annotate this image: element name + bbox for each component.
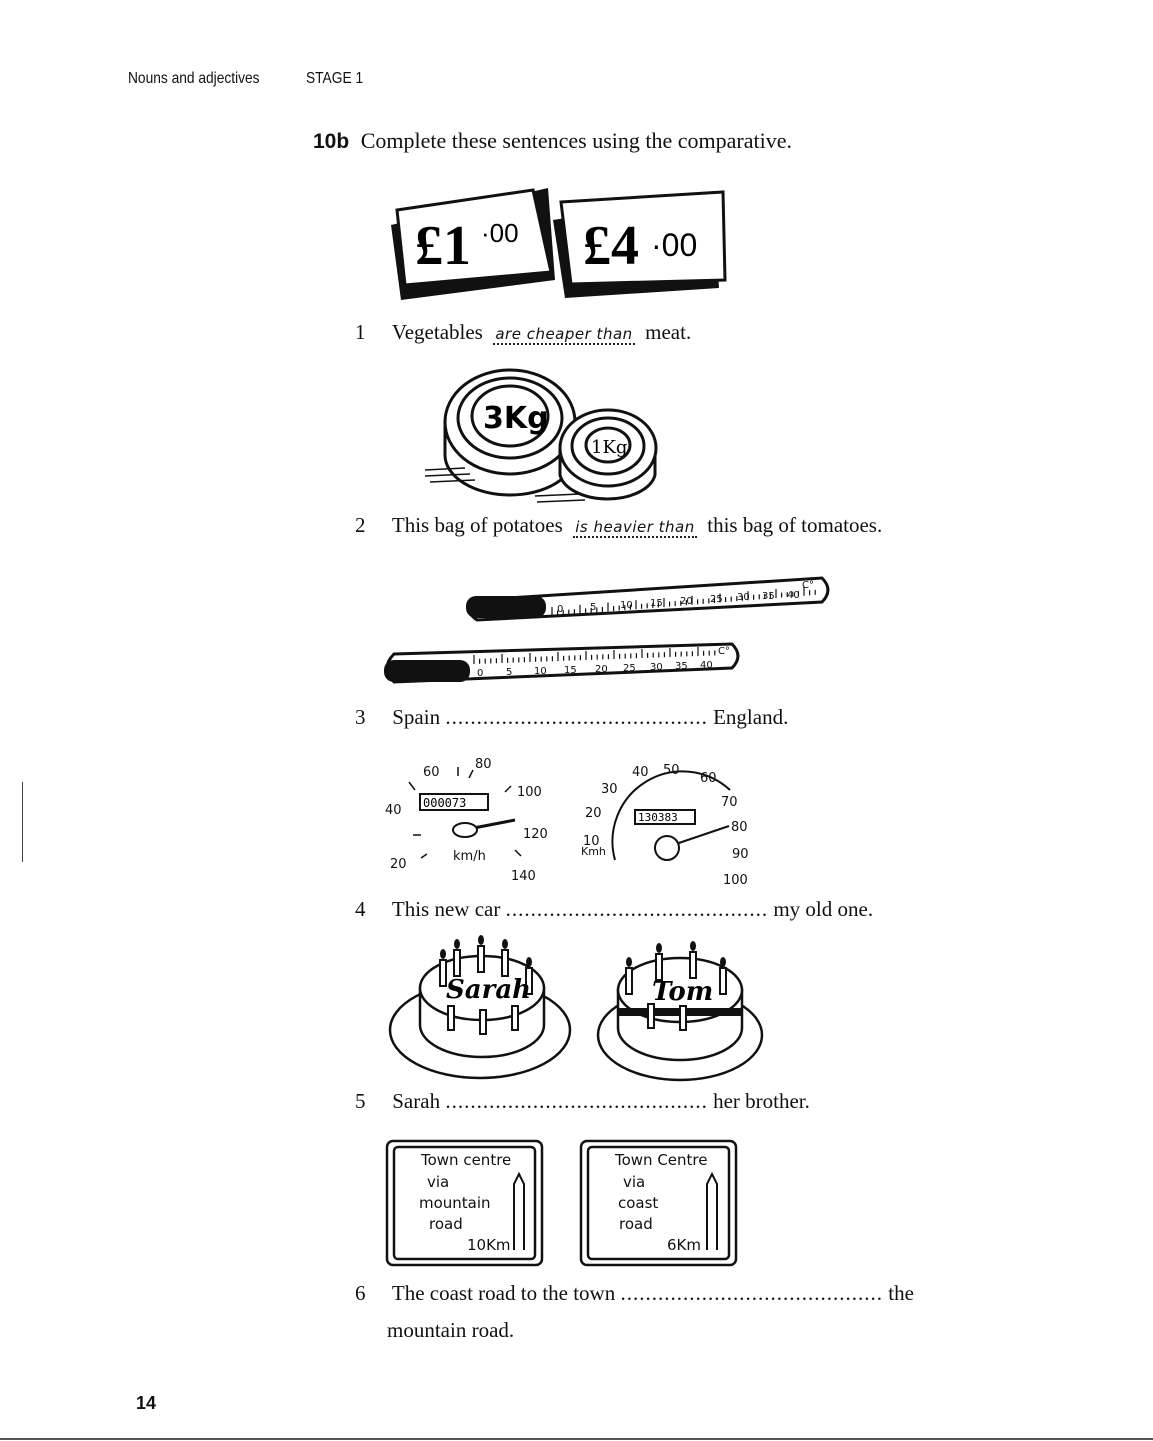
- thermo-lower-tick-25: 25: [623, 663, 636, 674]
- sign-right-line-4: road: [619, 1215, 653, 1233]
- price-tags-illustration: [383, 180, 728, 305]
- price-left-small: ·00: [481, 218, 519, 248]
- exercise-heading: [313, 128, 792, 154]
- old-speed-tick-140: 140: [511, 869, 536, 884]
- thermo-lower-unit: C°: [718, 646, 730, 657]
- page-number: 14: [136, 1393, 157, 1413]
- old-speed-tick-120: 120: [523, 827, 548, 842]
- new-speed-tick-90: 90: [732, 847, 749, 862]
- old-speed-tick-40: 40: [385, 803, 402, 818]
- sign-right-line-1: Town Centre: [615, 1151, 708, 1169]
- question-text-after: her brother.: [713, 1089, 810, 1113]
- answer-blank[interactable]: ..........................................: [445, 1089, 708, 1113]
- question-number: 1: [355, 320, 366, 344]
- weight-big-label: 3Kg: [483, 401, 549, 436]
- answer-blank[interactable]: ..........................................: [445, 705, 708, 729]
- question-text-after: this bag of tomatoes.: [707, 513, 883, 537]
- question-3: [355, 705, 788, 730]
- price-tags-drawing: [383, 180, 728, 305]
- question-number: 5: [355, 1089, 366, 1113]
- question-4: [355, 897, 873, 922]
- price-right-small: ·00: [651, 227, 698, 263]
- question-6: [355, 1281, 914, 1306]
- question-number: 3: [355, 705, 366, 729]
- price-right-main: £4: [583, 215, 639, 277]
- thermo-lower-tick-35: 35: [675, 661, 688, 672]
- question-text-before: The coast road to the town: [391, 1281, 616, 1305]
- question-text-before: Vegetables: [391, 320, 483, 344]
- question-number: 6: [355, 1281, 366, 1305]
- answer-blank[interactable]: is heavier than: [575, 518, 695, 536]
- exercise-number: 10b: [313, 130, 350, 153]
- old-speed-tick-60: 60: [423, 765, 440, 780]
- new-speed-tick-70: 70: [721, 795, 738, 810]
- thermo-upper-tick-35: 35: [762, 591, 775, 602]
- answer-blank[interactable]: ..........................................: [620, 1281, 883, 1305]
- old-speed-tick-80: 80: [475, 757, 492, 772]
- sign-right-line-3: coast: [618, 1194, 659, 1212]
- sign-left-line-3: mountain: [419, 1194, 491, 1212]
- sign-right-line-2: via: [623, 1173, 646, 1191]
- thermometers-illustration: [382, 572, 842, 692]
- answer-blank[interactable]: ..........................................: [505, 897, 769, 921]
- thermo-upper-tick-25: 25: [710, 594, 723, 605]
- cakes-illustration: [380, 930, 770, 1085]
- new-speed-tick-30: 30: [601, 782, 618, 797]
- answer-blank[interactable]: are cheaper than: [495, 325, 633, 343]
- question-text-before: Sarah: [392, 1089, 441, 1113]
- speedometers-illustration: [385, 750, 765, 890]
- old-speed-tick-20: 20: [390, 857, 407, 872]
- sign-left-line-4: road: [429, 1215, 463, 1233]
- sign-left-line-1: Town centre: [421, 1151, 512, 1169]
- weights-illustration: [425, 360, 665, 510]
- question-text-before: This bag of potatoes: [391, 513, 563, 537]
- new-speed-unit: Kmh: [581, 845, 606, 858]
- thermo-upper-tick-30: 30: [737, 592, 750, 603]
- question-1: [355, 320, 691, 345]
- thermo-upper-tick-20: 20: [680, 596, 693, 607]
- question-5: [355, 1089, 810, 1114]
- sign-left-line-2: via: [427, 1173, 450, 1191]
- new-speed-tick-10: 10: [583, 834, 600, 849]
- question-text-after: my old one.: [773, 897, 874, 921]
- question-2: [355, 513, 882, 538]
- new-speed-tick-100: 100: [723, 873, 748, 888]
- road-signs-drawing: [385, 1138, 740, 1270]
- running-header-section: Nouns and adjectives: [128, 70, 260, 87]
- thermo-lower-tick-0: 0: [477, 668, 484, 679]
- cakes-drawing: [380, 930, 770, 1085]
- old-speed-tick-100: 100: [517, 785, 542, 800]
- new-speed-tick-40: 40: [632, 765, 649, 780]
- thermo-upper-tick-5: 5: [590, 602, 597, 613]
- question-text-after: the: [888, 1281, 914, 1305]
- page-bottom-rule: [0, 1438, 1153, 1440]
- new-odometer: 130383: [638, 811, 678, 824]
- thermo-upper-tick-15: 15: [650, 598, 663, 609]
- thermo-lower-tick-15: 15: [564, 665, 577, 676]
- thermo-lower-tick-5: 5: [506, 667, 513, 678]
- question-6-continuation: mountain road.: [387, 1318, 515, 1342]
- road-signs-illustration: [385, 1138, 740, 1270]
- sign-right-distance: 6Km: [667, 1236, 701, 1254]
- new-speed-tick-20: 20: [585, 806, 602, 821]
- question-number: 2: [355, 513, 366, 537]
- sign-left-distance: 10Km: [467, 1236, 511, 1254]
- old-speed-unit: km/h: [453, 849, 486, 864]
- new-speed-tick-50: 50: [663, 763, 680, 778]
- weight-small-label: 1Kg: [591, 437, 628, 458]
- thermo-upper-tick-40: 40: [787, 590, 800, 601]
- thermo-lower-tick-30: 30: [650, 662, 663, 673]
- question-text-before: This new car: [391, 897, 501, 921]
- running-header-stage: STAGE 1: [306, 70, 364, 87]
- exercise-instruction: Complete these sentences using the comparative.: [360, 128, 792, 153]
- speedometers-drawing: [385, 750, 765, 890]
- question-number: 4: [355, 897, 366, 921]
- new-speed-tick-80: 80: [731, 820, 748, 835]
- cake-name-right: Tom: [652, 977, 714, 1007]
- margin-mark: [22, 782, 23, 862]
- thermo-upper-tick-0: 0: [557, 604, 564, 615]
- thermometers-drawing: [382, 572, 842, 692]
- question-text-before: Spain: [392, 705, 441, 729]
- thermo-upper-tick-10: 10: [620, 600, 633, 611]
- question-text-after: meat.: [645, 320, 692, 344]
- cake-name-left: Sarah: [446, 975, 532, 1005]
- thermo-lower-tick-10: 10: [534, 666, 547, 677]
- thermo-upper-unit: C°: [802, 580, 814, 591]
- price-left-main: £1: [415, 215, 471, 277]
- thermo-lower-tick-40: 40: [700, 660, 713, 671]
- thermo-lower-tick-20: 20: [595, 664, 608, 675]
- weights-drawing: [425, 360, 665, 510]
- old-odometer: 000073: [423, 796, 467, 810]
- question-text-after: England.: [713, 705, 789, 729]
- new-speed-tick-60: 60: [700, 771, 717, 786]
